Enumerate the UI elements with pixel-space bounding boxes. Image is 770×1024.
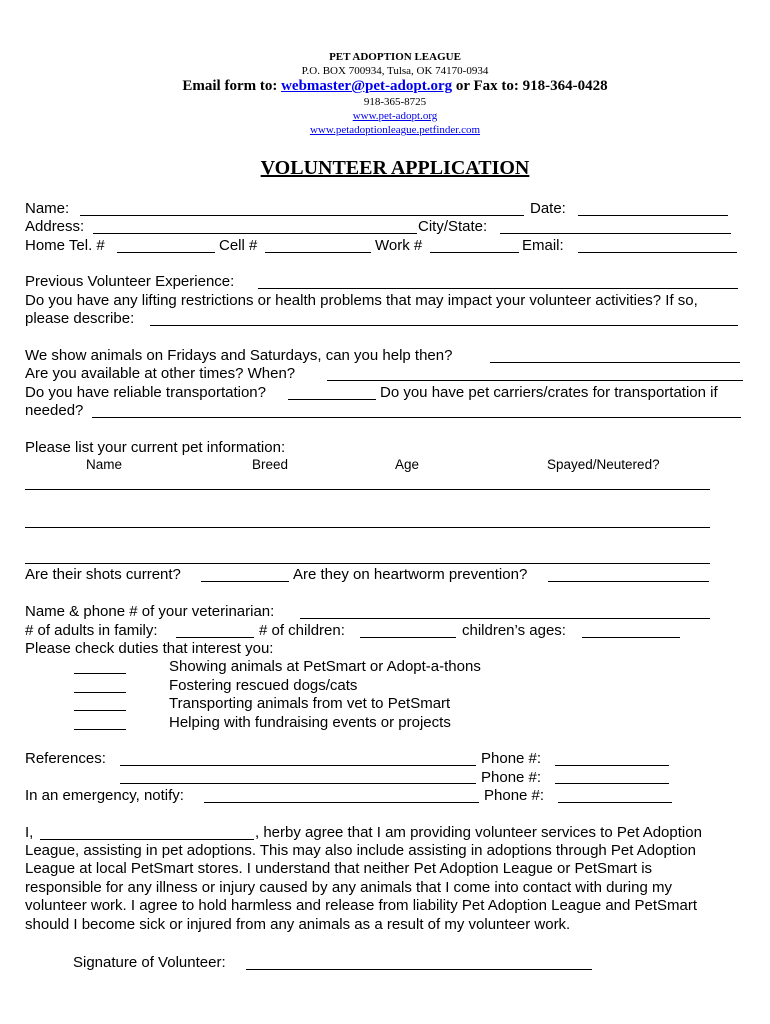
- org-address: P.O. BOX 700934, Tulsa, OK 74170-0934: [301, 65, 489, 77]
- agreement-line-5: volunteer work. I agree to hold harmless and release from liability Pet Adoption League and PetSmart: [25, 897, 698, 914]
- vet-label: Name & phone # of your veterinarian:: [25, 603, 275, 620]
- reference-2-phone[interactable]: [555, 783, 669, 784]
- city-state-label: City/State:: [418, 218, 488, 235]
- heartworm-field[interactable]: [548, 581, 709, 582]
- check-duties-label: Please check duties that interest you:: [25, 640, 274, 657]
- children-field[interactable]: [360, 637, 456, 638]
- address-field[interactable]: [93, 233, 417, 234]
- children-label: # of children:: [259, 622, 345, 639]
- lifting-question: Do you have any lifting restrictions or health problems that may impact your volunteer activities? If so,: [25, 292, 698, 309]
- fri-sat-field[interactable]: [490, 362, 740, 363]
- emergency-field[interactable]: [204, 802, 479, 803]
- carriers-field[interactable]: [92, 417, 741, 418]
- date-label: Date:: [530, 200, 566, 217]
- emergency-phone[interactable]: [558, 802, 672, 803]
- signature-field[interactable]: [246, 969, 592, 970]
- pet-col-name: Name: [86, 457, 123, 472]
- agreement-line-4: responsible for any illness or injury caused by any animals that I come into contact with during my: [25, 879, 672, 896]
- duty-4: Helping with fundraising events or projects: [169, 714, 451, 731]
- duty-checkbox-1[interactable]: [74, 673, 126, 674]
- email-prefix: Email form to:: [182, 78, 282, 94]
- signature-label: Signature of Volunteer:: [73, 954, 226, 971]
- duty-3: Transporting animals from vet to PetSmart: [169, 695, 451, 712]
- home-tel-field[interactable]: [117, 252, 215, 253]
- email-fax-line: [0, 78, 770, 95]
- reference-1-phone[interactable]: [555, 765, 669, 766]
- pet-row-1[interactable]: [25, 489, 710, 490]
- shots-field[interactable]: [201, 581, 289, 582]
- cell-label: Cell #: [219, 237, 258, 254]
- duty-checkbox-2[interactable]: [74, 692, 126, 693]
- transport-label: Do you have reliable transportation?: [25, 384, 266, 401]
- reference-2-field[interactable]: [120, 783, 476, 784]
- emergency-label: In an emergency, notify:: [25, 787, 184, 804]
- vet-field[interactable]: [300, 618, 710, 619]
- agreement-name-field[interactable]: [40, 839, 254, 840]
- prev-exp-label: Previous Volunteer Experience:: [25, 273, 235, 290]
- page-title: VOLUNTEER APPLICATION: [260, 157, 530, 179]
- agreement-line-2: League, assisting in pet adoptions. This may also include assisting in adoptions through Pet Adoption: [25, 842, 696, 859]
- agreement-lead: I,: [25, 824, 34, 841]
- child-ages-label: children’s ages:: [462, 622, 566, 639]
- duty-1: Showing animals at PetSmart or Adopt-a-thons: [169, 658, 481, 675]
- email-field[interactable]: [578, 252, 737, 253]
- website-link[interactable]: www.pet-adopt.org: [352, 110, 438, 122]
- pet-row-3[interactable]: [25, 563, 710, 564]
- pet-row-2[interactable]: [25, 527, 710, 528]
- adults-label: # of adults in family:: [25, 622, 158, 639]
- transport-field[interactable]: [288, 399, 376, 400]
- reference-1-field[interactable]: [120, 765, 476, 766]
- work-field[interactable]: [430, 252, 519, 253]
- shots-label: Are their shots current?: [25, 566, 181, 583]
- other-times-label: Are you available at other times? When?: [25, 365, 296, 382]
- heartworm-label: Are they on heartworm prevention?: [293, 566, 528, 583]
- email-link[interactable]: webmaster@pet-adopt.org: [281, 78, 453, 94]
- fri-sat-label: We show animals on Fridays and Saturdays, can you help then?: [25, 347, 453, 364]
- agreement-line-3: League at local PetSmart stores. I understand that neither Pet Adoption League or PetSmart is: [25, 860, 653, 877]
- child-ages-field[interactable]: [582, 637, 680, 638]
- other-times-field[interactable]: [327, 380, 743, 381]
- describe-field[interactable]: [150, 325, 738, 326]
- phone-label-3: Phone #:: [484, 787, 545, 804]
- phone-label-2: Phone #:: [481, 769, 542, 786]
- describe-label: please describe:: [25, 310, 135, 327]
- pet-col-spayed: Spayed/Neutered?: [547, 457, 660, 472]
- phone-label-1: Phone #:: [481, 750, 542, 767]
- petfinder-link[interactable]: www.petadoptionleague.petfinder.com: [309, 124, 481, 136]
- prev-exp-field[interactable]: [258, 288, 738, 289]
- home-tel-label: Home Tel. #: [25, 237, 105, 254]
- email-label: Email:: [522, 237, 564, 254]
- org-name: PET ADOPTION LEAGUE: [329, 51, 461, 63]
- address-label: Address:: [25, 218, 85, 235]
- name-label: Name:: [25, 200, 70, 217]
- cell-field[interactable]: [265, 252, 371, 253]
- agreement-line-6: should I become sick or injured from any animals as a result of my volunteer work.: [25, 916, 571, 933]
- duty-checkbox-4[interactable]: [74, 729, 126, 730]
- adults-field[interactable]: [176, 637, 254, 638]
- date-field[interactable]: [578, 215, 728, 216]
- work-label: Work #: [375, 237, 423, 254]
- city-state-field[interactable]: [500, 233, 731, 234]
- agreement-first-line: , herby agree that I am providing volunteer services to Pet Adoption: [255, 824, 702, 841]
- org-phone: 918-365-8725: [363, 96, 427, 108]
- needed-label: needed?: [25, 402, 84, 419]
- pet-col-age: Age: [395, 457, 420, 472]
- duty-2: Fostering rescued dogs/cats: [169, 677, 358, 694]
- carriers-label: Do you have pet carriers/crates for transportation if: [380, 384, 718, 401]
- references-label: References:: [25, 750, 106, 767]
- pet-col-breed: Breed: [252, 457, 289, 472]
- name-field[interactable]: [80, 215, 524, 216]
- pet-info-label: Please list your current pet information:: [25, 439, 286, 456]
- duty-checkbox-3[interactable]: [74, 710, 126, 711]
- fax-text: or Fax to: 918-364-0428: [452, 78, 608, 94]
